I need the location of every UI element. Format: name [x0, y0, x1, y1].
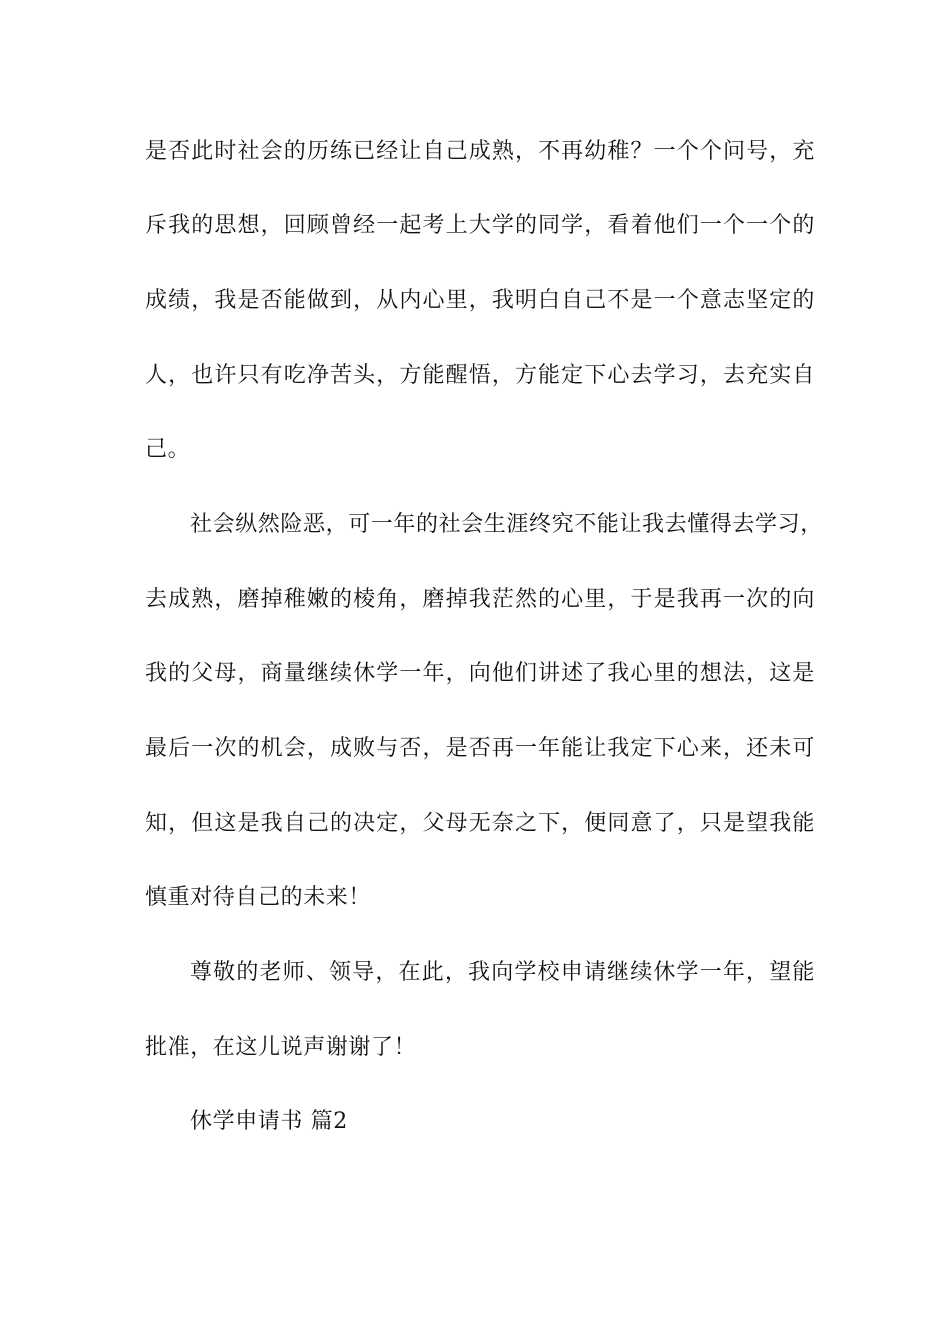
paragraph-2-line-5: 知，但这是我自己的决定，父母无奈之下，便同意了，只是望我能 — [145, 811, 815, 836]
paragraph-3-line-1: 尊敬的老师、领导，在此，我向学校申请继续休学一年，望能 — [190, 960, 815, 985]
paragraph-2-line-3: 我的父母，商量继续休学一年，向他们讲述了我心里的想法，这是 — [145, 661, 815, 686]
section-heading: 休学申请书 篇2 — [190, 1109, 348, 1134]
paragraph-1-line-3: 成绩，我是否能做到，从内心里，我明白自己不是一个意志坚定的 — [145, 288, 815, 313]
paragraph-1-line-2: 斥我的思想，回顾曾经一起考上大学的同学，看着他们一个一个的 — [145, 213, 815, 238]
paragraph-3-line-2: 批准，在这儿说声谢谢了！ — [145, 1035, 417, 1060]
paragraph-1-line-4: 人，也许只有吃净苦头，方能醒悟，方能定下心去学习，去充实自 — [145, 363, 815, 388]
paragraph-1-line-5: 己。 — [145, 437, 191, 462]
paragraph-2-line-1: 社会纵然险恶，可一年的社会生涯终究不能让我去懂得去学习， — [190, 512, 823, 537]
paragraph-2-line-2: 去成熟，磨掉稚嫩的棱角，磨掉我茫然的心里，于是我再一次的向 — [145, 587, 815, 612]
paragraph-1-line-1: 是否此时社会的历练已经让自己成熟，不再幼稚？一个个问号，充 — [145, 139, 815, 164]
paragraph-2-line-4: 最后一次的机会，成败与否，是否再一年能让我定下心来，还未可 — [145, 736, 815, 761]
paragraph-2-line-6: 慎重对待自己的未来！ — [145, 885, 372, 910]
